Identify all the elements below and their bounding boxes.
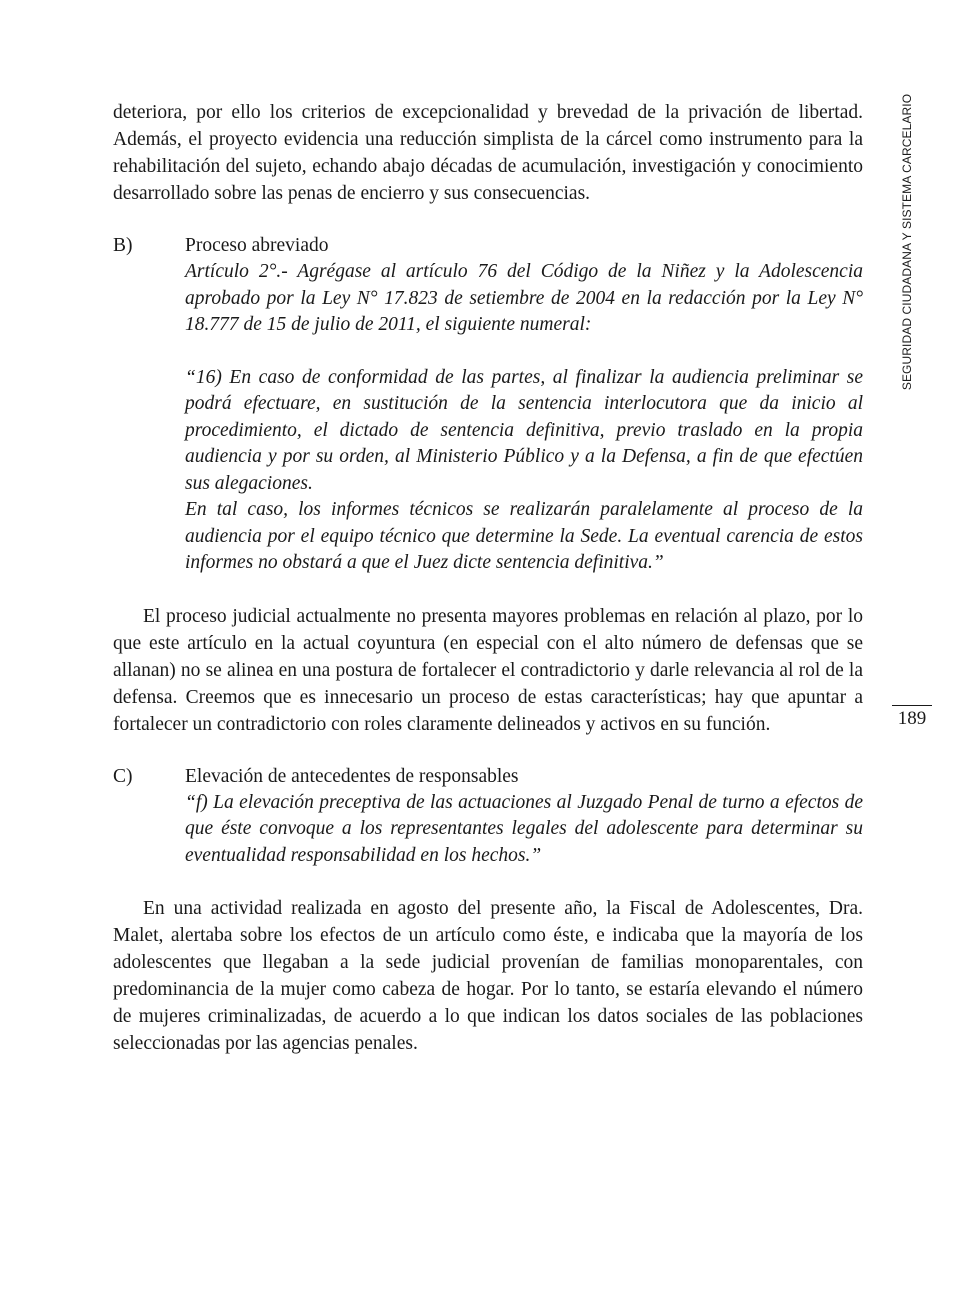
- section-c-body: [185, 763, 863, 870]
- section-b-letter: B): [113, 235, 133, 256]
- page-number: 189: [897, 708, 927, 729]
- paragraph-3: En una actividad realizada en agosto del presente año, la Fiscal de Adolescentes, Dra. Malet, alertaba sobre los efectos de un artículo como éste, e indicaba que la mayoría de los adolescentes que llegaban a la sede judicial provenían de familias monoparentales, con predominancia de la mujer como cabeza de hogar. Por lo tanto, se estaría elevando el número de mujeres criminalizadas, de acuerdo a lo que indican los datos sociales de las poblaciones seleccionadas por las agencias penales.: [113, 898, 863, 1054]
- section-b-spacer: [185, 339, 863, 365]
- section-b-quote-1: “16) En caso de conformidad de las partes, al finalizar la audiencia preliminar se podrá efectuare, en sustitución de la sentencia interlocutora que da inicio al procedimiento, el dictado de sentencia definitiva, previo traslado en la propia audiencia y por su orden, al Ministerio Público y a la Defensa, a fin de que efectúen sus alegaciones.: [185, 366, 863, 494]
- running-header-vertical: [896, 93, 918, 391]
- section-b-quote-intro: Artículo 2°.- Agrégase al artículo 76 del Código de la Niñez y la Adolescencia aprobado por la Ley N° 17.823 de setiembre de 2004 en la redacción por la Ley N° 18.777 de 15 de julio de 2011, el siguiente numeral:: [185, 261, 863, 335]
- main-text-column: [113, 99, 863, 1057]
- section-c-title: Elevación de antecedentes de responsables: [185, 765, 519, 787]
- section-b-body: [185, 232, 863, 577]
- section-b: [113, 232, 863, 577]
- section-c: [113, 763, 863, 870]
- section-c-quote: “f) La elevación preceptiva de las actuaciones al Juzgado Penal de turno a efectos de que éste convoque a los representantes legales del adolescente para determinar su eventualidad responsabilidad en los hechos.”: [185, 791, 863, 866]
- section-b-title: Proceso abreviado: [185, 235, 329, 256]
- running-header-text: SEGURIDAD CIUDADANA Y SISTEMA CARCELARIO: [900, 93, 914, 391]
- intro-paragraph: deteriora, por ello los criterios de excepcionalidad y brevedad de la privación de libertad. Además, el proyecto evidencia una reducción simplista de la cárcel como instrumento para la rehabilitación del sujeto, echando abajo décadas de acumulación, investigación y conocimiento desarrollado sobre las penas de encierro y sus consecuencias.: [113, 102, 863, 204]
- section-c-letter: C): [113, 765, 133, 787]
- paragraph-2: El proceso judicial actualmente no presenta mayores problemas en relación al plazo, por lo que este artículo en la actual coyuntura (en especial con el alto número de defensas que se allanan) no se alinea en una postura de fortalecer el contradictorio y darle relevancia al rol de la defensa. Creemos que es innecesario un proceso de estas características; hay que apuntar a fortalecer un contradictorio con roles claramente delineados y activos en su función.: [113, 605, 863, 735]
- section-b-quote-2: En tal caso, los informes técnicos se realizarán paralelamente al proceso de la audiencia por el equipo técnico que determine la Sede. La eventual carencia de estos informes no obstará a que el Juez dicte sentencia definitiva.”: [185, 499, 863, 573]
